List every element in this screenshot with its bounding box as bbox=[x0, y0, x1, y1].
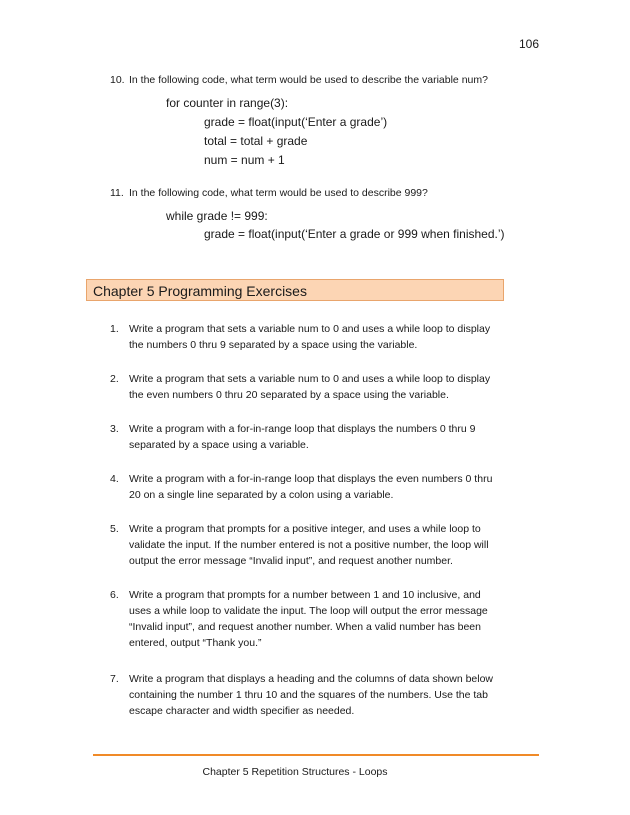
exercise-6 bbox=[110, 587, 510, 651]
question-11 bbox=[110, 185, 520, 201]
exercise-line: containing the number 1 thru 10 and the squares of the numbers. Use the tab bbox=[129, 689, 488, 701]
code-line: for counter in range(3): bbox=[166, 96, 289, 110]
exercise-number: 6. bbox=[110, 589, 119, 601]
exercise-line: output the error message “Invalid input”, and request another number. bbox=[129, 555, 453, 567]
question-10 bbox=[110, 72, 520, 88]
exercise-line: the even numbers 0 thru 20 separated by a space using the variable. bbox=[129, 389, 449, 401]
exercise-4 bbox=[110, 471, 510, 503]
exercise-number: 3. bbox=[110, 423, 119, 435]
question-text: In the following code, what term would be used to describe 999? bbox=[129, 187, 428, 199]
exercise-line: Write a program that prompts for a positive integer, and uses a while loop to bbox=[129, 523, 481, 535]
exercise-7 bbox=[110, 671, 510, 719]
code-line: num = num + 1 bbox=[204, 153, 285, 167]
exercise-number: 5. bbox=[110, 523, 119, 535]
exercise-5 bbox=[110, 521, 510, 569]
exercise-line: Write a program that sets a variable num to 0 and uses a while loop to display bbox=[129, 373, 491, 385]
exercise-line: 20 on a single line separated by a colon using a variable. bbox=[129, 489, 394, 501]
exercise-line: separated by a space using a variable. bbox=[129, 439, 309, 451]
exercise-number: 1. bbox=[110, 323, 119, 335]
question-number: 10. bbox=[110, 74, 125, 86]
code-line: total = total + grade bbox=[204, 134, 308, 148]
exercise-line: Write a program with a for-in-range loop that displays the numbers 0 thru 9 bbox=[129, 423, 476, 435]
code-line: grade = float(input(‘Enter a grade or 999 when finished.’) bbox=[204, 227, 505, 241]
exercise-line: Write a program with a for-in-range loop that displays the even numbers 0 thru bbox=[129, 473, 493, 485]
footer-text: Chapter 5 Repetition Structures - Loops bbox=[202, 766, 388, 778]
exercise-line: entered, output “Thank you.” bbox=[129, 637, 262, 649]
exercise-line: Write a program that displays a heading and the columns of data shown below bbox=[129, 673, 494, 685]
code-line: while grade != 999: bbox=[166, 209, 268, 223]
exercise-2 bbox=[110, 371, 510, 403]
exercise-line: the numbers 0 thru 9 separated by a space using the variable. bbox=[129, 339, 418, 351]
exercise-1 bbox=[110, 321, 510, 353]
exercise-3 bbox=[110, 421, 510, 453]
exercise-number: 2. bbox=[110, 373, 119, 385]
section-header: Chapter 5 Programming Exercises bbox=[86, 279, 504, 301]
exercise-line: “Invalid input”, and request another number. When a valid number has been bbox=[129, 621, 481, 633]
question-number: 11. bbox=[110, 187, 124, 199]
exercise-number: 7. bbox=[110, 673, 119, 685]
code-line: grade = float(input(‘Enter a grade’) bbox=[204, 115, 388, 129]
exercise-line: Write a program that sets a variable num to 0 and uses a while loop to display bbox=[129, 323, 491, 335]
question-text: In the following code, what term would be used to describe the variable num? bbox=[129, 74, 488, 86]
exercise-line: uses a while loop to validate the input. The loop will output the error message bbox=[129, 605, 488, 617]
exercise-line: Write a program that prompts for a number between 1 and 10 inclusive, and bbox=[129, 589, 481, 601]
exercise-line: escape character and width specifier as needed. bbox=[129, 705, 355, 717]
page-number: 106 bbox=[518, 37, 539, 51]
exercise-number: 4. bbox=[110, 473, 119, 485]
exercise-line: validate the input. If the number entered is not a positive number, the loop will bbox=[129, 539, 489, 551]
footer-divider bbox=[93, 754, 539, 756]
